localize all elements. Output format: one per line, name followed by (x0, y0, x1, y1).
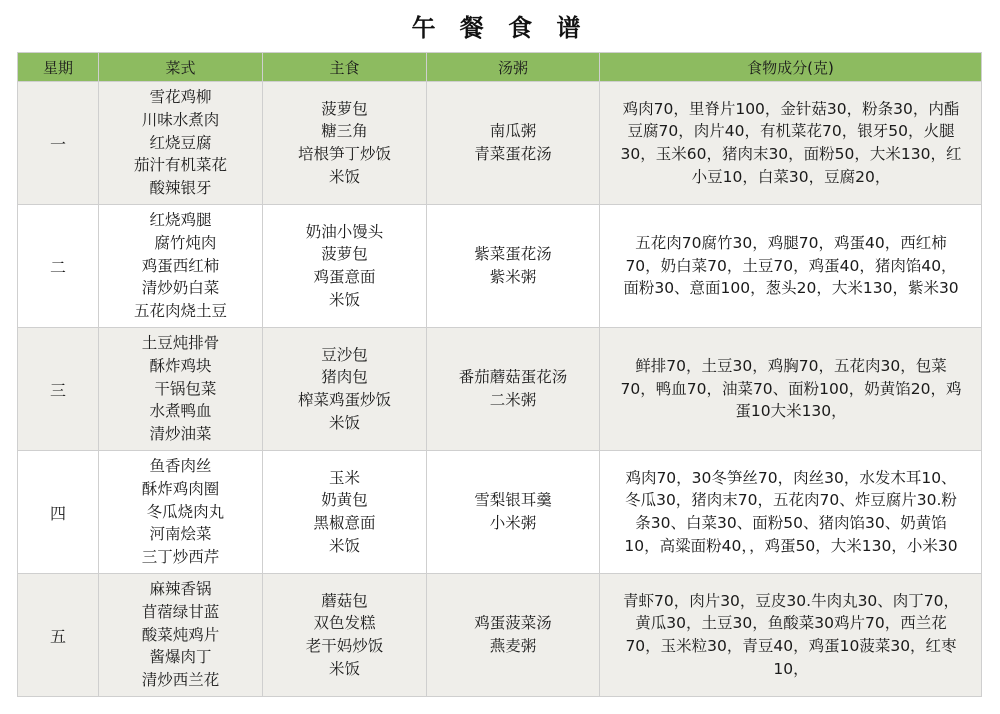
dish-list-cell (99, 574, 263, 697)
staple-list-cell-line: 菠萝包 (321, 245, 368, 264)
staple-list-cell-line: 猪肉包 (321, 368, 368, 387)
ingredients-cell-line: 五花肉70腐竹30，鸡腿70，鸡蛋40，西红柿 (635, 233, 947, 252)
ingredients-cell-line: 蛋10大米130， (735, 402, 847, 421)
dish-list-cell-line: 土豆炖排骨 (141, 334, 220, 353)
ingredients-cell-line: 条30、白菜30、面粉50、猪肉馅30、奶黄馅 (635, 514, 947, 532)
soup-list-cell (427, 451, 600, 574)
dish-list-cell-line: 腐竹炖肉 (144, 233, 217, 252)
staple-list-cell-line: 米饭 (328, 290, 360, 309)
soup-list-cell-line: 小米粥 (489, 514, 537, 532)
dish-list-cell-line: 酥炸鸡块 (149, 356, 212, 375)
staple-list-cell-line: 黑椒意面 (313, 514, 376, 532)
ingredients-cell (600, 574, 982, 697)
dish-list-cell-line: 鱼香肉丝 (149, 457, 212, 476)
dish-list-cell-line: 干锅包菜 (144, 379, 217, 398)
soup-list-cell-line: 紫菜蛋花汤 (474, 245, 552, 264)
ingredients-cell (600, 451, 982, 574)
staple-list-cell (263, 82, 427, 205)
staple-list-cell-line: 糖三角 (321, 122, 368, 141)
staple-list-cell-line: 双色发糕 (313, 614, 376, 633)
soup-list-cell-line: 紫米粥 (489, 268, 537, 286)
soup-list-cell-line: 雪梨银耳羹 (474, 491, 552, 510)
soup-list-cell-line: 燕麦粥 (489, 637, 537, 655)
dish-list-cell-line: 河南烩菜 (149, 525, 212, 544)
staple-list-cell-line: 玉米 (328, 468, 360, 487)
staple-list-cell-line: 豆沙包 (321, 345, 368, 364)
table-row (18, 328, 982, 451)
table-row (18, 82, 982, 205)
ingredients-cell-line: 豆腐70，肉片40，有机菜花70，银牙50，火腿 (627, 122, 955, 141)
staple-list-cell-line: 榨菜鸡蛋炒饭 (297, 391, 391, 409)
staple-list-cell-line: 老干妈炒饭 (305, 637, 384, 655)
dish-list-cell-line: 酸菜炖鸡片 (141, 625, 220, 644)
ingredients-cell-line: 冬瓜30，猪肉末70，五花肉70、炸豆腐片30.粉 (625, 491, 957, 510)
dish-list-cell-line: 鸡蛋西红柿 (141, 256, 220, 275)
table-row (18, 574, 982, 697)
staple-list-cell-line: 培根笋丁炒饭 (297, 145, 391, 163)
ingredients-cell-line: 鲜排70，土豆30，鸡胸70，五花肉30，包菜 (635, 356, 947, 375)
staple-list-cell-line: 奶油小馒头 (305, 222, 384, 241)
staple-list-cell (263, 328, 427, 451)
ingredients-cell-line: 30，玉米60，猪肉末30，面粉50，大米130，红 (620, 145, 962, 163)
staple-list-cell-line: 菠萝包 (321, 99, 368, 118)
soup-list-cell-line: 二米粥 (489, 391, 537, 409)
header-dishes: 菜式 (99, 53, 263, 82)
staple-list-cell (263, 451, 427, 574)
ingredients-cell-line: 10， (773, 659, 809, 678)
dish-list-cell-line: 清炒油菜 (149, 425, 212, 444)
header-day: 星期 (18, 53, 99, 82)
staple-list-cell-line: 米饭 (328, 413, 360, 432)
staple-list-cell-line: 蘑菇包 (321, 591, 368, 610)
header-soups: 汤粥 (427, 53, 600, 82)
dish-list-cell (99, 328, 263, 451)
staple-list-cell (263, 574, 427, 697)
ingredients-cell-line: 70，玉米粒30，青豆40，鸡蛋10菠菜30，红枣 (625, 637, 957, 655)
ingredients-cell (600, 205, 982, 328)
dish-list-cell-line: 川味水煮肉 (141, 110, 220, 129)
day-cell: 二 (18, 205, 99, 328)
staple-list-cell-line: 米饭 (328, 167, 360, 186)
staple-list-cell-line: 米饭 (328, 659, 360, 678)
header-staples: 主食 (263, 53, 427, 82)
ingredients-cell (600, 82, 982, 205)
soup-list-cell (427, 82, 600, 205)
dish-list-cell-line: 麻辣香锅 (149, 580, 212, 599)
dish-list-cell (99, 451, 263, 574)
dish-list-cell-line: 红烧鸡腿 (149, 211, 212, 230)
dish-list-cell-line: 酸辣银牙 (149, 179, 212, 198)
soup-list-cell-line: 青菜蛋花汤 (474, 145, 552, 163)
staple-list-cell (263, 205, 427, 328)
dish-list-cell (99, 82, 263, 205)
ingredients-cell-line: 小豆10，白菜30，豆腐20， (691, 167, 891, 186)
soup-list-cell (427, 205, 600, 328)
ingredients-cell-line: 面粉30、意面100，葱头20，大米130，紫米30 (623, 279, 959, 298)
dish-list-cell-line: 五花肉烧土豆 (133, 302, 227, 321)
soup-list-cell-line: 番茄蘑菇蛋花汤 (458, 368, 568, 387)
ingredients-cell-line: 鸡肉70，里脊片100，金针菇30，粉条30，内酯 (622, 99, 960, 118)
day-cell: 三 (18, 328, 99, 451)
ingredients-cell-line: 黄瓜30，土豆30，鱼酸菜30鸡片70，西兰花 (635, 614, 947, 633)
soup-list-cell (427, 328, 600, 451)
ingredients-cell (600, 328, 982, 451)
dish-list-cell-line: 酱爆肉丁 (149, 648, 212, 667)
table-row (18, 205, 982, 328)
day-cell: 一 (18, 82, 99, 205)
day-cell: 四 (18, 451, 99, 574)
ingredients-cell-line: 70，奶白菜70，土豆70，鸡蛋40，猪肉馅40， (625, 256, 957, 275)
dish-list-cell-line: 冬瓜烧肉丸 (136, 502, 225, 521)
ingredients-cell-line: 鸡肉70，30冬笋丝70，肉丝30，水发木耳10、 (625, 468, 957, 487)
day-cell: 五 (18, 574, 99, 697)
ingredients-cell-line: 10，高粱面粉40，，鸡蛋50，大米130，小米30 (624, 536, 958, 555)
staple-list-cell-line: 鸡蛋意面 (313, 268, 376, 286)
staple-list-cell-line: 奶黄包 (321, 491, 368, 510)
soup-list-cell (427, 574, 600, 697)
ingredients-cell-line: 70，鸭血70，油菜70、面粉100，奶黄馅20，鸡 (620, 379, 962, 398)
header-ingredients: 食物成分(克) (600, 53, 982, 82)
dish-list-cell-line: 红烧豆腐 (149, 133, 212, 152)
lunch-menu-table (17, 52, 982, 697)
dish-list-cell (99, 205, 263, 328)
dish-list-cell-line: 三丁炒西芹 (141, 548, 220, 567)
table-row (18, 451, 982, 574)
dish-list-cell-line: 茄汁有机菜花 (133, 156, 227, 175)
page-title: 午 餐 食 谱 (411, 13, 589, 42)
staple-list-cell-line: 米饭 (328, 536, 360, 555)
soup-list-cell-line: 鸡蛋菠菜汤 (474, 614, 552, 633)
dish-list-cell-line: 清炒奶白菜 (141, 279, 220, 298)
dish-list-cell-line: 雪花鸡柳 (149, 88, 212, 107)
soup-list-cell-line: 南瓜粥 (489, 122, 537, 141)
ingredients-cell-line: 青虾70，肉片30，豆皮30.牛肉丸30、肉丁70， (622, 591, 960, 610)
dish-list-cell-line: 酥炸鸡肉圈 (141, 479, 220, 498)
dish-list-cell-line: 苜蓿绿甘蓝 (141, 602, 220, 621)
dish-list-cell-line: 清炒西兰花 (141, 671, 220, 690)
header-row (18, 53, 982, 82)
dish-list-cell-line: 水煮鸭血 (149, 402, 212, 421)
